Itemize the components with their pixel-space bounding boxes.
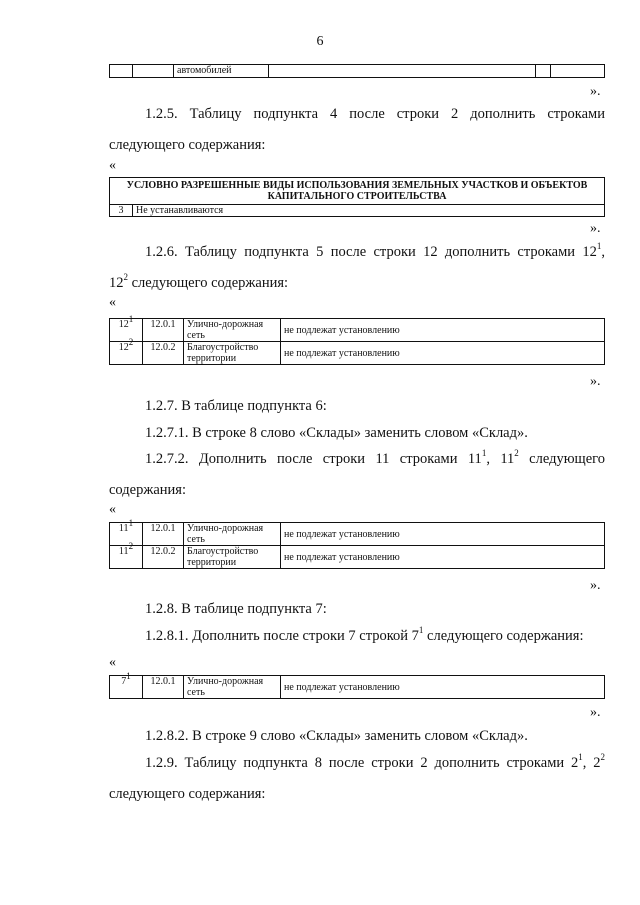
text-run: 1.2.8.1. Дополнить после строки 7 строкой 7 [145,628,419,644]
text-run: , [601,244,605,260]
table-row [110,523,605,546]
paragraph-1-2-7-2 [109,444,605,506]
text-run: 1.2.9. Таблицу подпункта 8 после строки 2 дополнить строками 2 [145,755,579,771]
table-cell: автомобилей [174,65,269,78]
row-text: Не устанавливаются [133,205,605,217]
paragraph-line [109,268,605,299]
close-quote: ». [590,221,601,236]
text-run: 1.2.6. Таблицу подпункта 5 после строки 12 дополнить строками 12 [145,244,597,260]
paragraph-1-2-8: 1.2.8. В таблице подпункта 7: [145,601,327,617]
table-row [110,676,605,699]
paragraph-line: содержания: [109,482,187,498]
row-number-base: 12 [118,342,129,353]
superscript: 1 [418,625,424,636]
open-quote: « [109,295,116,310]
table-header: УСЛОВНО РАЗРЕШЕННЫЕ ВИДЫ ИСПОЛЬЗОВАНИЯ ЗЕМЕЛЬНЫХ УЧАСТКОВ И ОБЪЕКТОВ КАПИТАЛЬНОГО СТРОИТЕЛЬСТВА [110,178,605,205]
paragraph-1-2-5 [109,99,605,161]
paragraph-line: следующего содержания: [109,137,266,153]
paragraph-1-2-8-2: 1.2.8.2. В строке 9 слово «Склады» заменить словом «Склад». [145,728,528,744]
close-quote: ». [590,374,601,389]
row-code: 12.0.1 [143,523,184,546]
paragraph-1-2-9 [109,748,605,810]
text-run: следующего [518,451,605,467]
paragraph-line [109,748,605,779]
row-value: не подлежат установлению [281,523,605,546]
table-a [109,313,605,365]
row-value: не подлежат установлению [281,342,605,365]
paragraph-1-2-6 [109,237,605,299]
open-quote: « [109,655,116,670]
open-quote: « [109,158,116,173]
paragraph-1-2-8-1 [145,625,584,645]
row-code: 12.0.1 [143,676,184,699]
table-b [109,517,605,569]
table-cell [110,65,133,78]
row-number [110,313,143,342]
table-row [110,546,605,569]
row-value: не подлежат установлению [281,676,605,699]
paragraph-1-2-7-1: 1.2.7.1. В строке 8 слово «Склады» заменить словом «Склад». [145,425,528,441]
top-table-fragment [109,64,605,78]
table-cell [269,65,536,78]
row-value: не подлежат установлению [281,546,605,569]
table-c [109,670,605,699]
superscript: 1 [126,670,131,681]
paragraph-line [109,444,605,475]
row-name: Улично-дорожная сеть [184,523,281,546]
row-number-base: 11 [118,523,129,534]
superscript: 1 [481,448,487,459]
paragraph-line: следующего содержания: [109,786,266,802]
text-run: следующего содержания: [423,628,584,644]
text-run: 12 [109,275,124,291]
superscript: 2 [123,272,128,283]
text-run: , 11 [486,451,515,467]
row-code: 12.0.1 [143,319,184,342]
close-quote: ». [590,84,601,99]
superscript: 1 [128,313,134,324]
page-number: 6 [316,34,324,49]
open-quote: « [109,502,116,517]
close-quote: ». [590,578,601,593]
superscript: 2 [600,752,605,763]
paragraph-1-2-7: 1.2.7. В таблице подпункта 6: [145,398,327,414]
row-code: 12.0.2 [143,342,184,365]
row-number-base: 11 [118,546,129,557]
close-quote: ». [590,705,601,720]
table-cell [551,65,605,78]
row-number [110,336,143,365]
row-number-base: 7 [121,676,127,687]
row-name: Благоустройство территории [184,546,281,569]
row-number [110,670,143,699]
text-run: следующего содержания: [128,275,289,291]
text-run: 1.2.7.2. Дополнить после строки 11 строками 11 [145,451,482,467]
table-cell [133,65,174,78]
superscript: 1 [578,752,583,763]
row-code: 12.0.2 [143,546,184,569]
superscript: 1 [596,241,602,252]
conditional-uses-table [109,177,605,217]
row-number [110,517,143,546]
row-name: Благоустройство территории [184,342,281,365]
row-number-base: 12 [118,319,129,330]
paragraph-line: 1.2.5. Таблицу подпункта 4 после строки 2 дополнить строками [145,106,605,122]
text-run: , 2 [582,755,601,771]
superscript: 1 [128,517,134,528]
row-number: 3 [110,205,133,217]
table-row [110,342,605,365]
superscript: 2 [514,448,519,459]
superscript: 2 [128,336,134,347]
row-name: Улично-дорожная сеть [184,676,281,699]
row-name: Улично-дорожная сеть [184,319,281,342]
table-cell [536,65,551,78]
row-value: не подлежат установлению [281,319,605,342]
superscript: 2 [128,540,134,551]
row-number [110,540,143,569]
table-row [110,319,605,342]
paragraph-line [109,237,605,268]
